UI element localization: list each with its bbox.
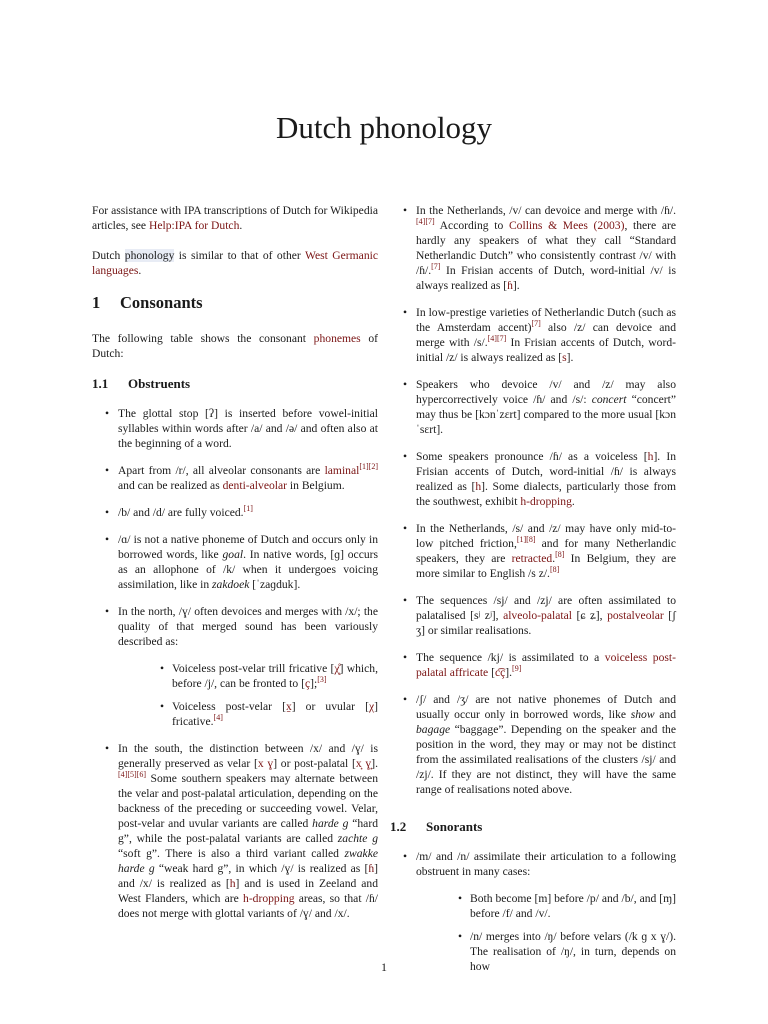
help-ipa-link[interactable]: Help:IPA for Dutch — [148, 219, 240, 232]
page-number: 1 — [381, 960, 387, 974]
list-item: • In low-prestige varieties of Netherlandic Dutch (such as the Amsterdam accent)[7] also /z/ can devoice and merge with /s/.[4][7] In Frisian accents of Dutch, word-initial /z/ is always realized as [s]. — [390, 305, 676, 365]
retracted-link[interactable]: retracted — [511, 552, 553, 565]
affricate-link[interactable]: voiceless post-palatal affricate — [416, 651, 676, 679]
highlighted-word: phonology — [124, 249, 175, 262]
list-item: • /m/ and /n/ assimilate their articulation to a following obstruent in many cases: • Both become [m] before /p/ and /b/, and [ɱ] before /f/ and /v/. • /n/ merges into /ŋ/ before velars (/k ɡ x ɣ/). The realisation of /ŋ/, in turn, depends on how — [390, 849, 676, 974]
list-item: • In the south, the distinction between /x/ and /ɣ/ is generally preserved as velar [x ɣ] or post-palatal [x̟ ɣ̟].[4][5][6] Some southern speakers may alternate between the velar and post-palatal articulation, depending on the backness of the preceding or succeeding vowel. Velar, post-velar and uvular variants are called harde g “hard g”, while the post-palatal variants are called zachte g “soft g”. There is also a third variant called zwakke harde g “weak hard g”, in which /ɣ/ is realized as [ɦ] and /x/ is realized as [h] and is used in Zeeland and West Flanders, which are h-dropping areas, so that /ɦ/ does not merge with glottal variants of /ɣ/ and /x/. — [92, 741, 378, 921]
collins-mees-link[interactable]: Collins & Mees (2003) — [508, 219, 625, 232]
list-item: • Voiceless post-velar [x̠] or uvular [χ] fricative.[4] — [118, 699, 378, 729]
list-item: • In the Netherlands, /v/ can devoice and merge with /ɦ/.[4][7] According to Collins & Mees (2003), there are hardly any speakers of what they call “Standard Netherlandic Dutch” who consistently contrast /v/ with /ɦ/.[7] In Frisian accents of Dutch, word-initial /v/ is always realized as [ɦ]. — [390, 203, 676, 293]
page-title: Dutch phonology — [275, 110, 493, 145]
list-item: • The sequences /sj/ and /zj/ are often assimilated to palatalised [sʲ zʲ], alveolo-palatal [ɕ ʑ], postalveolar [ʃ ʒ] or similar realisations. — [390, 593, 676, 638]
postalveolar-link[interactable]: postalveolar — [607, 609, 664, 622]
right-column — [390, 203, 676, 986]
list-item: • The glottal stop [ʔ] is inserted before vowel-initial syllables within words after /a/ and /ə/ and often also at the beginning of a word. — [92, 406, 378, 451]
h-dropping-link[interactable]: h-dropping — [520, 495, 572, 508]
list-item: • /ɑ/ is not a native phoneme of Dutch and occurs only in borrowed words, like goal. In native words, [ɡ] occurs as an allophone of /k/ when it undergoes voicing assimilation, like in zakdoek [ˈzaɡduk]. — [92, 532, 378, 592]
sonorants-list — [390, 849, 676, 974]
denti-alveolar-link[interactable]: denti-alveolar — [222, 479, 287, 492]
list-item: • /b/ and /d/ are fully voiced.[1] — [92, 505, 378, 520]
alveolo-palatal-link[interactable]: alveolo-palatal — [503, 609, 572, 622]
phonemes-link[interactable]: phonemes — [313, 332, 361, 345]
intro-paragraph-1: For assistance with IPA transcriptions of Dutch for Wikipedia articles, see Help:IPA for Dutch. — [92, 204, 378, 232]
laminal-link[interactable]: laminal — [324, 464, 360, 477]
sub-list — [118, 661, 378, 729]
left-column — [92, 203, 378, 933]
section-heading-sonorants: 1.2 Sonorants — [390, 819, 483, 834]
list-item: • /n/ merges into /ŋ/ before velars (/k ɡ x ɣ/). The realisation of /ŋ/, in turn, depends on how — [416, 929, 676, 974]
h-dropping-link[interactable]: h-dropping — [243, 892, 295, 905]
list-item: • /ʃ/ and /ʒ/ are not native phonemes of Dutch and usually occur only in borrowed words, like show and bagage “baggage”. Depending on the speaker and the position in the word, they may or may not be distinct from the assimilated realisations of the clusters /sj/ and /zj/. If they are not distinct, they will have the same range of realisations noted above. — [390, 692, 676, 797]
section-heading-obstruents: 1.1 Obstruents — [92, 376, 191, 391]
list-item: • Both become [m] before /p/ and /b/, and [ɱ] before /f/ and /v/. — [416, 891, 676, 921]
list-item: • The sequence /kj/ is assimilated to a voiceless post-palatal affricate [c͡ç].[9] — [390, 650, 676, 680]
west-germanic-link[interactable]: West Germanic languages — [92, 249, 378, 277]
consonants-intro: The following table shows the consonant phonemes of Dutch: — [92, 332, 378, 360]
list-item: • Apart from /r/, all alveolar consonants are laminal[1][2] and can be realized as denti-alveolar in Belgium. — [92, 463, 378, 493]
list-item: • Voiceless post-velar trill fricative [χ̝̊] which, before /j/, can be fronted to [ç];[3] — [118, 661, 378, 691]
list-item: • Speakers who devoice /v/ and /z/ may also hypercorrectively voice /ɦ/ and /s/: concert “concert” may thus be [kɔnˈzɛrt] compared to the more usual [kɔnˈsɛrt]. — [390, 377, 676, 437]
obstruents-list — [92, 406, 378, 921]
obstruents-list-continued — [390, 203, 676, 797]
section-heading-consonants: 1 Consonants — [92, 293, 203, 312]
list-item: • Some speakers pronounce /ɦ/ as a voiceless [h]. In Frisian accents of Dutch, word-initial /ɦ/ is always realized as [h]. Some dialects, particularly those from the southwest, exhibit h-dropping. — [390, 449, 676, 509]
intro-paragraph-2: Dutch phonology is similar to that of other West Germanic languages. — [92, 249, 378, 277]
list-item: • In the north, /ɣ/ often devoices and merges with /x/; the quality of that merged sound has been variously described as: • Voiceless post-velar trill fricative [χ̝̊] which, before /j/, can be fronted to [ç];[3] • Voiceless post-velar [x̠] or uvular [χ] fricative.[4] — [92, 604, 378, 729]
list-item: • In the Netherlands, /s/ and /z/ may have only mid-to-low pitched friction,[1][8] and for many Netherlandic speakers, they are retracted.[8] In Belgium, they are more similar to English /s z/.[8] — [390, 521, 676, 581]
